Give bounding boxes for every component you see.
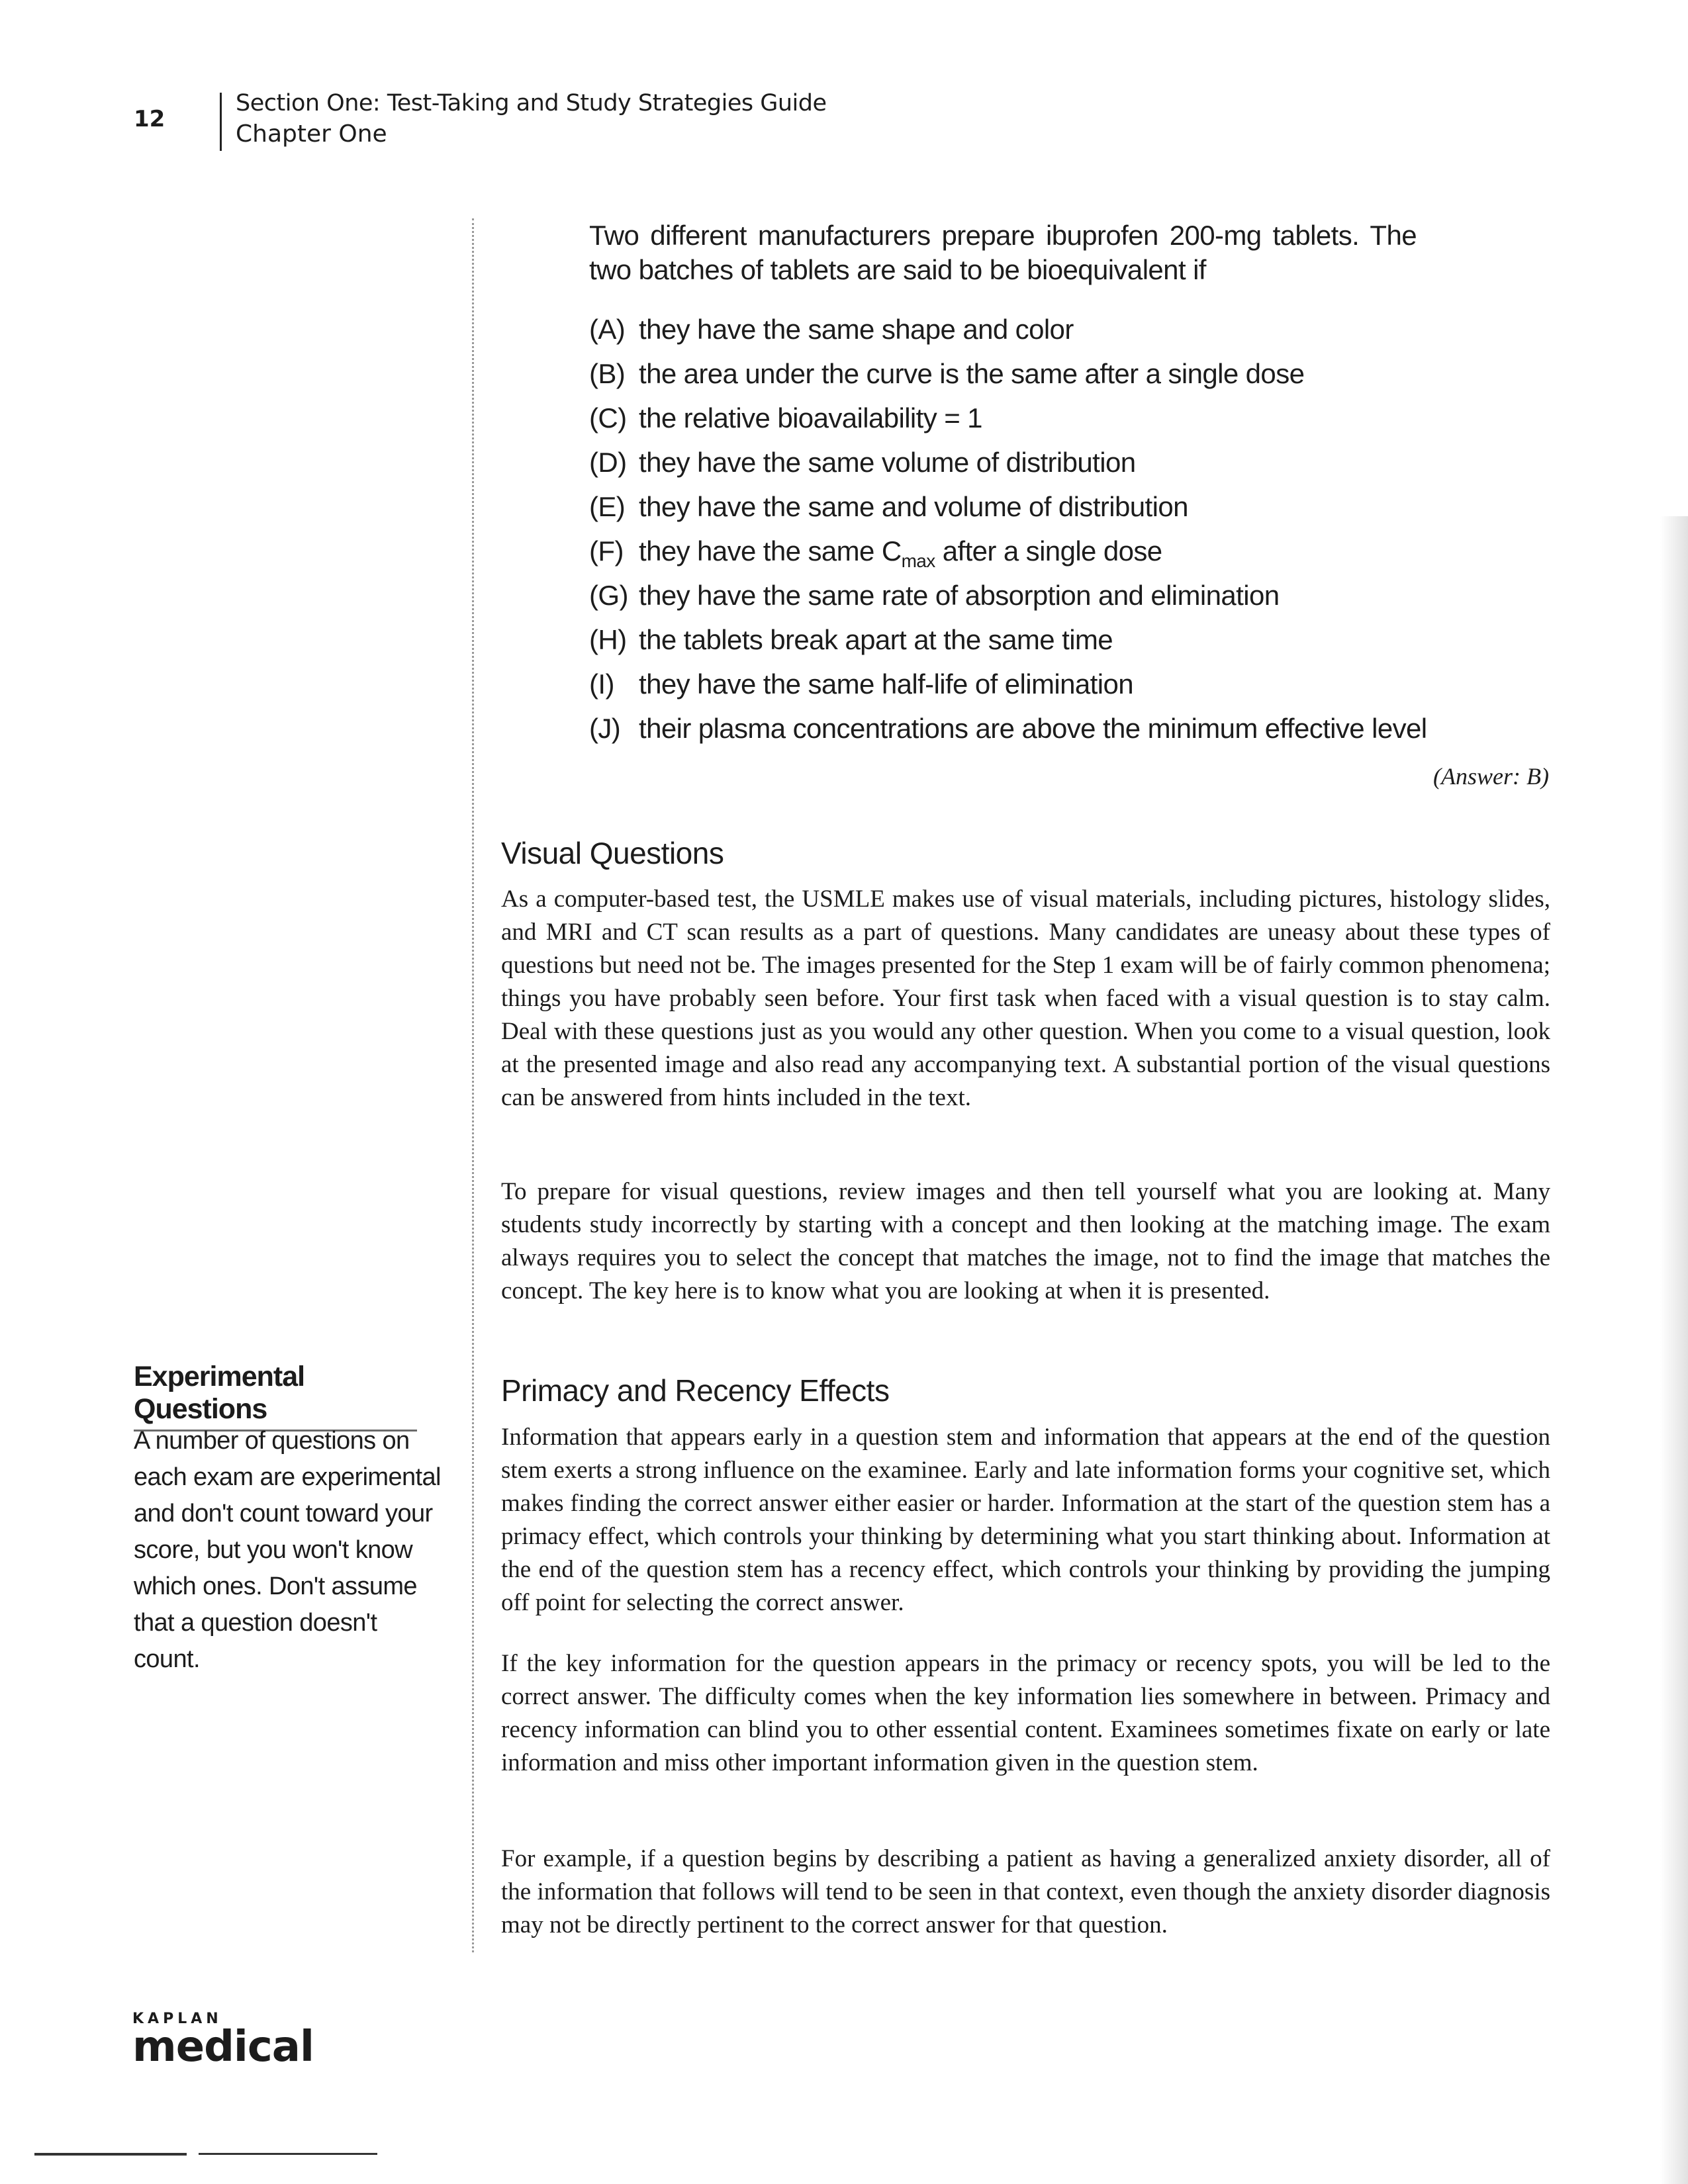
sidebar-text: A number of questions on each exam are experimental and don't count toward your score, but you won't know which ones. Don't assume that a question doesn't count. [134, 1427, 441, 1673]
heading-visual-questions: Visual Questions [501, 836, 724, 870]
option-c [589, 401, 1450, 445]
option-text: their plasma concentrations are above the minimum effective level [639, 713, 1427, 744]
answer-options [589, 312, 1450, 756]
logo-medical-text: medical [132, 2023, 314, 2071]
option-text: they have the same volume of distribution [639, 447, 1136, 478]
question-stem: Two different manufacturers prepare ibuprofen 200-mg tablets. The two batches of tablets are said to be bioequivalent if [589, 220, 1417, 285]
kaplan-medical-logo [132, 2011, 314, 2071]
option-subscript: max [901, 551, 935, 571]
sidebar-heading: Experimental Questions [134, 1361, 417, 1432]
option-letter: (F) [589, 535, 624, 567]
option-letter: (H) [589, 624, 627, 655]
option-i [589, 667, 1450, 711]
option-text: the relative bioavailability = 1 [639, 402, 982, 433]
answer-key: (Answer: B) [1433, 763, 1549, 790]
option-letter: (E) [589, 491, 626, 522]
footer-rule [199, 2153, 377, 2155]
option-b [589, 357, 1450, 401]
paragraph-visual-1: As a computer-based test, the USMLE makes use of visual materials, including pictures, histology slides, and MRI and CT scan results as a part of questions. Many candidates are uneasy about these types of questions but need not be. The images presented for the Step 1 exam will be of fairly common phenomena; things you have probably seen before. Your first task when faced with a visual question is to stay calm. Deal with these questions just as you would any other question. When you come to a visual question, look at the presented image and also read any accompanying text. A substantial portion of the visual questions can be answered from hints included in the text. [501, 886, 1550, 1111]
option-h [589, 623, 1450, 667]
option-text: they have the same and volume of distribution [639, 491, 1188, 522]
heading-primacy-recency: Primacy and Recency Effects [501, 1373, 890, 1408]
option-letter: (C) [589, 402, 627, 433]
paragraph-primacy-3: For example, if a question begins by describing a patient as having a generalized anxiety disorder, all of the information that follows will tend to be seen in that context, even though the anxiety disorder diagnosis may not be directly pertinent to the correct answer for that question. [501, 1845, 1550, 1938]
option-letter: (B) [589, 358, 626, 389]
page-number: 12 [134, 106, 165, 132]
option-f [589, 534, 1450, 578]
logo-kaplan-text: KAPLAN [132, 2011, 222, 2027]
column-divider [472, 218, 474, 1952]
option-text: the tablets break apart at the same time [639, 624, 1113, 655]
option-g [589, 578, 1450, 623]
option-letter: (J) [589, 713, 621, 744]
paragraph-primacy-2: If the key information for the question appears in the primacy or recency spots, you will be led to the correct answer. The difficulty comes when the key information lies somewhere in between. Primacy and recency information can blind you to other essential content. Examinees sometimes fixate on early or late information and miss other important information given in the question stem. [501, 1650, 1550, 1776]
option-text: they have the same rate of absorption and elimination [639, 580, 1280, 611]
running-header-section: Section One: Test-Taking and Study Strategies Guide [236, 90, 827, 116]
option-text: they have the same half-life of elimination [639, 668, 1133, 700]
option-a [589, 312, 1450, 357]
header-divider [220, 93, 222, 151]
footer-rule [34, 2153, 187, 2156]
option-letter: (G) [589, 580, 628, 611]
option-letter: (A) [589, 314, 626, 345]
option-d [589, 445, 1450, 490]
option-text: they have the same shape and color [639, 314, 1074, 345]
running-header-chapter: Chapter One [236, 120, 387, 148]
option-letter: (I) [589, 668, 614, 700]
option-text: they have the same C [639, 535, 902, 567]
paragraph-primacy-1: Information that appears early in a question stem and information that appears at the end of the question stem exerts a strong influence on the examinee. Early and late information forms your cognitive set, which makes finding the correct answer either easier or harder. Information at the start of the question stem has a primacy effect, which controls your thinking by determining what you start thinking about. Information at the end of the question stem has a recency effect, which controls your thinking by providing the jumping off point for selecting the correct answer. [501, 1424, 1550, 1616]
paragraph-visual-2: To prepare for visual questions, review images and then tell yourself what you are looking at. Many students study incorrectly by starting with a concept and then looking at the matching image. The exam always requires you to select the concept that matches the image, not to find the image that matches the concept. The key here is to know what you are looking at when it is presented. [501, 1178, 1550, 1304]
option-text: the area under the curve is the same after a single dose [639, 358, 1305, 389]
option-text-after: after a single dose [935, 535, 1162, 567]
scan-edge-shadow [1660, 516, 1688, 2184]
option-letter: (D) [589, 447, 627, 478]
option-e [589, 490, 1450, 534]
option-j [589, 711, 1450, 756]
